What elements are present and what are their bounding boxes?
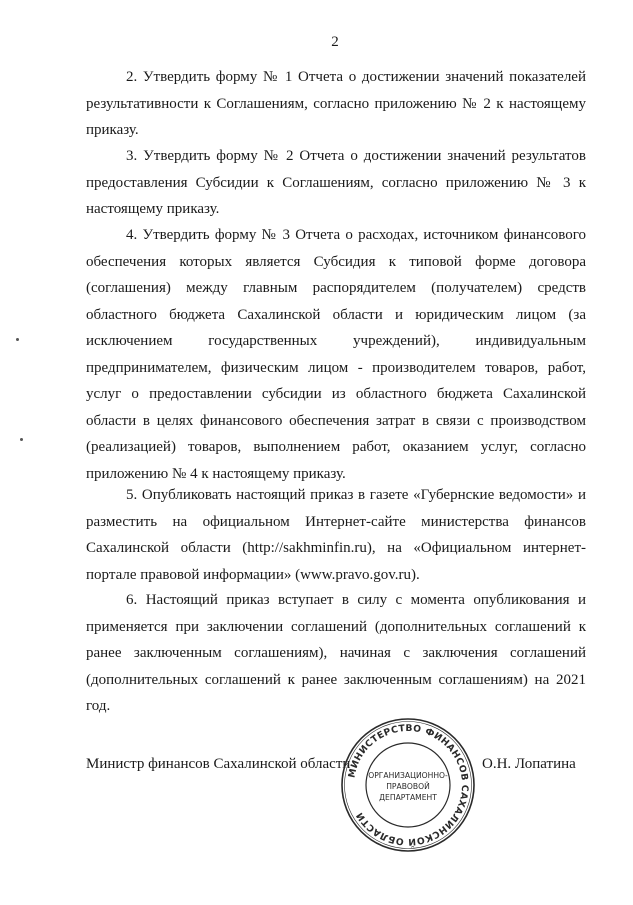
official-stamp-icon — [339, 716, 477, 854]
scan-speck — [20, 438, 23, 441]
stamp-center-line-3: ДЕПАРТАМЕНТ — [379, 793, 437, 802]
paragraph-item-2: 2. Утвердить форму № 1 Отчета о достижении значений показателей результативности к Соглашениям, согласно приложению № 2 к настоящему приказу. — [86, 69, 586, 138]
stamp-center-line-2: ПРАВОВОЙ — [386, 782, 430, 791]
scan-speck — [16, 338, 19, 341]
paragraph-item-6: 6. Настоящий приказ вступает в силу с момента опубликования и применяется при заключении соглашений (дополнительных соглашений к ранее заключенным соглашениям), начиная с заключения соглашений (дополнительных соглашений к ранее заключенным соглашениям) на 2021 год. — [86, 592, 586, 714]
signatory-name: О.Н. Лопатина — [482, 756, 576, 772]
stamp-ring-text: МИНИСТЕРСТВО ФИНАНСОВ САХАЛИНСКОЙ ОБЛАСТИ — [346, 722, 471, 848]
page-number: 2 — [331, 34, 339, 50]
paragraph-item-5: 5. Опубликовать настоящий приказ в газете «Губернские ведомости» и разместить на официальном Интернет-сайте министерства финансов Сахалинской области (http://sakhminfin.ru), на «Официальном интернет-портале правовой информации» (www.pravo.gov.ru). — [86, 487, 586, 583]
signatory-title: Министр финансов Сахалинской области — [86, 756, 351, 772]
paragraph-item-4: 4. Утвердить форму № 3 Отчета о расходах, источником финансового обеспечения которых является Субсидия к типовой форме договора (соглашения) между главным распорядителем (получателем) средств областного бюджета Сахалинской области и юридическим лицом (за исключением государственных учреждений), индивидуальным предпринимателем, физическим лицом - производителем товаров, работ, услуг о предоставлении субсидии из областного бюджета Сахалинской области в целях финансового обеспечения затрат в связи с производством (реализацией) товаров, выполнением работ, оказанием услуг, согласно приложению № 4 к настоящему приказу. — [86, 227, 586, 482]
paragraph-item-3: 3. Утвердить форму № 2 Отчета о достижении значений результатов предоставления Субсидии к Соглашениям, согласно приложению № 3 к настоящему приказу. — [86, 148, 586, 217]
stamp-center-line-1: ОРГАНИЗАЦИОННО- — [368, 771, 448, 780]
